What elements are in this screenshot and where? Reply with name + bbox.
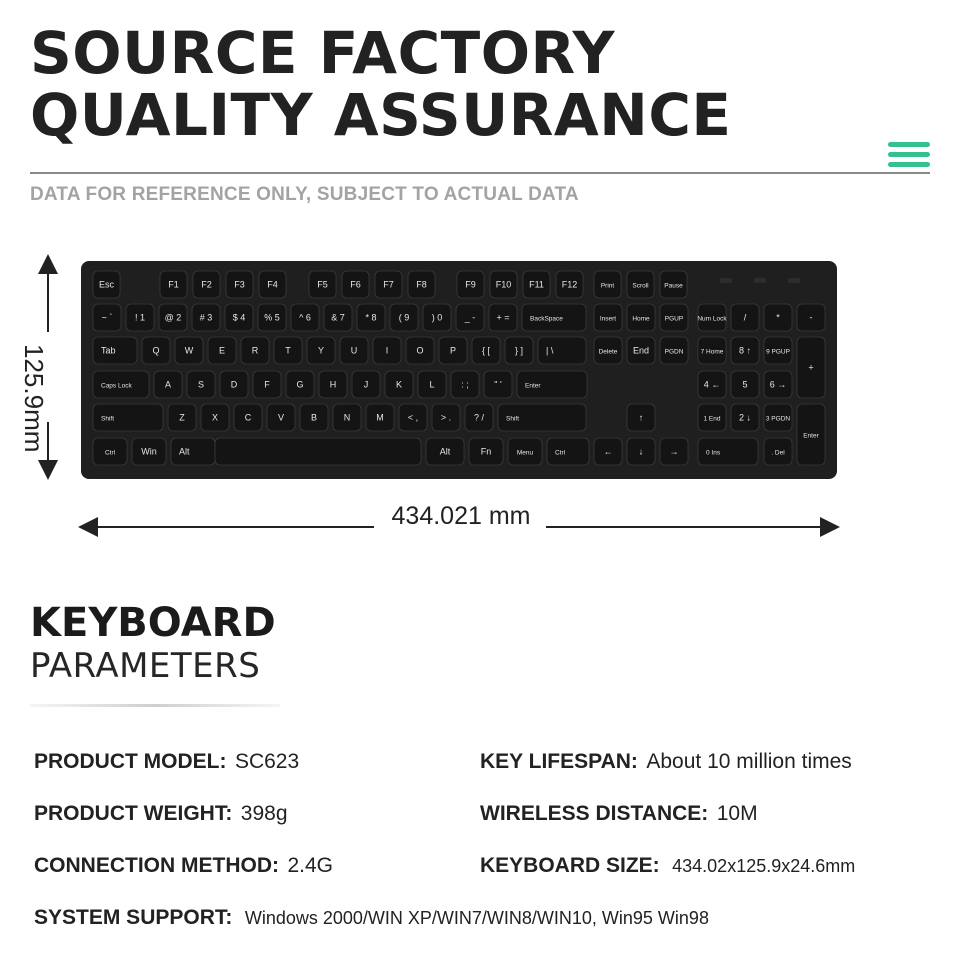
- key-menu: [508, 438, 542, 465]
- key-legend: < ,: [407, 412, 419, 423]
- key-2: [159, 304, 187, 331]
- key-legend: N: [343, 412, 351, 423]
- key-p: [439, 337, 467, 364]
- key-legend: ←: [603, 446, 613, 457]
- key-legend: F10: [495, 279, 512, 290]
- key-t: [274, 337, 302, 364]
- key-g: [286, 371, 314, 398]
- key-legend: P: [449, 345, 457, 356]
- key-legend: F8: [416, 279, 427, 290]
- key-legend: Shift: [101, 415, 115, 423]
- key-legend: Scroll: [632, 282, 649, 290]
- key-: [399, 404, 427, 431]
- key-legend: D: [230, 379, 238, 390]
- key-esc: [93, 271, 120, 298]
- parameters-divider: [30, 704, 280, 707]
- key-: [797, 304, 825, 331]
- key-scroll: [627, 271, 654, 298]
- param-value: Windows 2000/WIN XP/WIN7/WIN8/WIN10, Win95 Win98: [244, 908, 709, 928]
- key-pause: [660, 271, 687, 298]
- key-caps-lock: [93, 371, 149, 398]
- key-cap: [215, 438, 421, 465]
- key-cap: [547, 438, 589, 465]
- key-legend: # 3: [199, 312, 213, 323]
- key-legend: ) 0: [431, 312, 443, 323]
- key-legend: E: [218, 345, 226, 356]
- key-legend: Home: [632, 315, 650, 323]
- key-f7: [375, 271, 402, 298]
- key-legend: _ -: [464, 312, 476, 323]
- key-e: [208, 337, 236, 364]
- param-keyboard-size: [480, 854, 855, 878]
- key-legend: Z: [179, 412, 185, 423]
- key-f10: [490, 271, 517, 298]
- key-legend: G: [296, 379, 304, 390]
- key-f11: [523, 271, 550, 298]
- key-l: [418, 371, 446, 398]
- key-win: [132, 438, 166, 465]
- key-y: [307, 337, 335, 364]
- param-label: WIRELESS DISTANCE:: [480, 802, 709, 825]
- key-d: [220, 371, 248, 398]
- key-legend: . Del: [771, 449, 785, 457]
- key-legend: 4 ←: [703, 379, 721, 390]
- key-enter: [797, 404, 825, 465]
- key-legend: * 8: [365, 312, 377, 323]
- key-print: [594, 271, 621, 298]
- key-legend: F12: [561, 279, 578, 290]
- param-label: KEYBOARD SIZE:: [480, 854, 660, 877]
- key-legend: } ]: [514, 345, 524, 356]
- key-f2: [193, 271, 220, 298]
- key-legend: H: [329, 379, 337, 390]
- key-: [660, 438, 688, 465]
- key-legend: /: [743, 312, 747, 323]
- key-legend: R: [251, 345, 259, 356]
- key-: [451, 371, 479, 398]
- key-pgdn: [660, 337, 688, 364]
- key-legend: ~ `: [101, 312, 113, 323]
- key-0-ins: [698, 438, 758, 465]
- key-legend: Enter: [803, 432, 819, 440]
- key-: [627, 438, 655, 465]
- key-a: [154, 371, 182, 398]
- key-legend: Pause: [664, 282, 683, 290]
- key-: [472, 337, 500, 364]
- key-: [627, 404, 655, 431]
- param-label: KEY LIFESPAN:: [480, 750, 638, 773]
- key-legend: F11: [529, 279, 544, 290]
- status-indicator: [754, 278, 766, 283]
- param-connection-method: [34, 854, 333, 878]
- key-: [456, 304, 484, 331]
- key-: [764, 304, 792, 331]
- key-legend: *: [776, 312, 780, 323]
- key-shift: [498, 404, 586, 431]
- key-legend: Alt: [439, 446, 451, 457]
- key-legend: BackSpace: [530, 315, 563, 323]
- key-legend: 5: [742, 379, 748, 390]
- key-legend: : ;: [461, 379, 469, 390]
- key-legend: O: [416, 345, 424, 356]
- key-m: [366, 404, 394, 431]
- key-legend: 2 ↓: [738, 412, 752, 423]
- key-7-home: [698, 337, 726, 364]
- parameters-subtitle: PARAMETERS: [30, 646, 261, 686]
- key-legend: F6: [350, 279, 361, 290]
- key-legend: ↓: [638, 446, 644, 457]
- key-legend: Alt: [179, 446, 190, 457]
- param-value: 10M: [716, 802, 758, 825]
- width-dimension-label: 434.021 mm: [391, 502, 531, 530]
- key-legend: F2: [201, 279, 212, 290]
- key-alt: [426, 438, 464, 465]
- key-: [538, 337, 586, 364]
- param-value: 398g: [240, 802, 288, 825]
- key-c: [234, 404, 262, 431]
- key-9: [390, 304, 418, 331]
- key-legend: T: [285, 345, 291, 356]
- key-i: [373, 337, 401, 364]
- parameters-title: KEYBOARD: [30, 600, 276, 646]
- key-1: [126, 304, 154, 331]
- key-legend: PGDN: [664, 348, 684, 356]
- key-legend: 9 PGUP: [766, 348, 790, 356]
- param-system-support: [34, 906, 709, 930]
- key-legend: Fn: [480, 446, 492, 457]
- key-legend: @ 2: [164, 312, 182, 323]
- key-cap: [171, 438, 215, 465]
- key-legend: $ 4: [232, 312, 246, 323]
- key-f12: [556, 271, 583, 298]
- key-legend: " ': [494, 379, 502, 390]
- key-legend: I: [385, 345, 389, 356]
- key-space: [215, 438, 421, 465]
- param-label: SYSTEM SUPPORT:: [34, 906, 233, 929]
- key-: [505, 337, 533, 364]
- key-legend: V: [277, 412, 285, 423]
- key-legend: -: [809, 312, 813, 323]
- param-value: 2.4G: [287, 854, 333, 877]
- key-pgup: [660, 304, 688, 331]
- key-5: [731, 371, 759, 398]
- key-h: [319, 371, 347, 398]
- key-legend: > .: [440, 412, 452, 423]
- key-legend: L: [429, 379, 435, 390]
- hamburger-menu-icon[interactable]: [888, 140, 930, 170]
- key-legend: Esc: [98, 279, 115, 290]
- key-f4: [259, 271, 286, 298]
- key-legend: 6 →: [769, 379, 787, 390]
- key-fn: [469, 438, 503, 465]
- key-legend: ↑: [638, 412, 644, 423]
- key-: [797, 337, 825, 398]
- param-value: About 10 million times: [646, 750, 852, 773]
- parameters-heading: [30, 600, 276, 686]
- height-dimension-label: 125.9mm: [19, 344, 49, 453]
- param-label: PRODUCT WEIGHT:: [34, 802, 233, 825]
- key-f8: [408, 271, 435, 298]
- key-legend: +: [808, 362, 814, 373]
- key-f3: [226, 271, 253, 298]
- key-ctrl: [93, 438, 127, 465]
- key-f5: [309, 271, 336, 298]
- key-legend: Insert: [599, 315, 617, 323]
- keyboard-illustration: [0, 240, 960, 540]
- key-legend: Q: [152, 345, 160, 356]
- key-r: [241, 337, 269, 364]
- key-alt: [171, 438, 215, 465]
- key-: [484, 371, 512, 398]
- param-wireless-distance: [480, 802, 758, 826]
- key-legend: 1 End: [703, 415, 721, 423]
- key-q: [142, 337, 170, 364]
- key-legend: F1: [168, 279, 179, 290]
- param-product-model: [34, 750, 299, 774]
- key-2: [731, 404, 759, 431]
- key-6: [764, 371, 792, 398]
- key-delete: [594, 337, 622, 364]
- key-0: [423, 304, 451, 331]
- key-legend: % 5: [264, 312, 280, 323]
- key-legend: { [: [481, 345, 491, 356]
- key-7: [324, 304, 352, 331]
- key-legend: C: [244, 412, 252, 423]
- key-legend: ( 9: [398, 312, 410, 323]
- param-product-weight: [34, 802, 288, 826]
- key-: [432, 404, 460, 431]
- key-5: [258, 304, 286, 331]
- key-8: [357, 304, 385, 331]
- page-title: [30, 19, 732, 149]
- key-j: [352, 371, 380, 398]
- key-enter: [517, 371, 587, 398]
- key-z: [168, 404, 196, 431]
- key-legend: Caps Lock: [101, 382, 132, 390]
- key-w: [175, 337, 203, 364]
- key-legend: F4: [267, 279, 278, 290]
- title-line-1: SOURCE FACTORY: [30, 19, 615, 87]
- key-legend: F: [264, 379, 270, 390]
- key-4: [698, 371, 726, 398]
- key-legend: F3: [234, 279, 245, 290]
- key-legend: F9: [465, 279, 476, 290]
- key-: [465, 404, 493, 431]
- key-legend: Win: [141, 446, 157, 457]
- key-legend: K: [395, 379, 403, 390]
- status-indicator: [788, 278, 800, 283]
- key-legend: Print: [600, 282, 615, 290]
- key-tab: [93, 337, 137, 364]
- key-legend: Ctrl: [104, 449, 116, 457]
- status-indicator: [720, 278, 732, 283]
- key-s: [187, 371, 215, 398]
- param-value: 434.02x125.9x24.6mm: [672, 856, 856, 876]
- key-legend: & 7: [331, 312, 345, 323]
- key-f: [253, 371, 281, 398]
- key-f6: [342, 271, 369, 298]
- key-legend: U: [350, 345, 358, 356]
- key-end: [627, 337, 655, 364]
- key-: [93, 304, 121, 331]
- key-legend: S: [197, 379, 205, 390]
- key-legend: Tab: [101, 345, 116, 356]
- key-k: [385, 371, 413, 398]
- key-3: [192, 304, 220, 331]
- key-4: [225, 304, 253, 331]
- key-insert: [594, 304, 622, 331]
- param-label: CONNECTION METHOD:: [34, 854, 279, 877]
- key-legend: ^ 6: [299, 312, 311, 323]
- key-legend: 3 PGDN: [765, 415, 791, 423]
- key-legend: + =: [496, 312, 510, 323]
- key-f1: [160, 271, 187, 298]
- key-legend: M: [376, 412, 384, 423]
- key-u: [340, 337, 368, 364]
- disclaimer-text: DATA FOR REFERENCE ONLY, SUBJECT TO ACTUAL DATA: [30, 184, 579, 205]
- header-divider: [30, 172, 930, 174]
- param-key-lifespan: [480, 750, 852, 774]
- key-legend: End: [632, 345, 650, 356]
- key-legend: Y: [317, 345, 325, 356]
- key-legend: X: [211, 412, 219, 423]
- key-ctrl: [547, 438, 589, 465]
- key-legend: Menu: [516, 449, 534, 457]
- title-line-2: QUALITY ASSURANCE: [30, 81, 732, 149]
- key-num-lock: [697, 304, 727, 331]
- key-legend: 0 Ins: [706, 449, 721, 457]
- key-legend: B: [310, 412, 318, 423]
- key-legend: 8 ↑: [738, 345, 752, 356]
- key-del: [764, 438, 792, 465]
- key-legend: Delete: [598, 348, 618, 356]
- key-legend: 7 Home: [700, 348, 724, 356]
- key-legend: F7: [383, 279, 394, 290]
- key-: [731, 304, 759, 331]
- key-legend: Shift: [506, 415, 520, 423]
- key-: [594, 438, 622, 465]
- key-9-pgup: [764, 337, 792, 364]
- key-n: [333, 404, 361, 431]
- key-x: [201, 404, 229, 431]
- key-legend: | \: [546, 345, 554, 356]
- key-8: [731, 337, 759, 364]
- key-f9: [457, 271, 484, 298]
- key-legend: J: [363, 379, 369, 390]
- key-legend: Enter: [525, 382, 541, 390]
- key-home: [627, 304, 655, 331]
- key-3-pgdn: [764, 404, 792, 431]
- key-b: [300, 404, 328, 431]
- key-o: [406, 337, 434, 364]
- key-legend: ! 1: [134, 312, 146, 323]
- key-shift: [93, 404, 163, 431]
- key-1-end: [698, 404, 726, 431]
- keyboard-svg: [0, 240, 960, 540]
- key-v: [267, 404, 295, 431]
- key-legend: W: [184, 345, 194, 356]
- key-backspace: [522, 304, 586, 331]
- key-legend: A: [164, 379, 172, 390]
- param-label: PRODUCT MODEL:: [34, 750, 227, 773]
- param-value: SC623: [234, 750, 300, 773]
- key-legend: Num Lock: [697, 315, 727, 323]
- key-legend: →: [669, 446, 679, 457]
- key-: [489, 304, 517, 331]
- key-legend: PGUP: [664, 315, 684, 323]
- key-legend: ? /: [473, 412, 485, 423]
- key-legend: F5: [317, 279, 328, 290]
- key-legend: Ctrl: [555, 449, 566, 457]
- key-6: [291, 304, 319, 331]
